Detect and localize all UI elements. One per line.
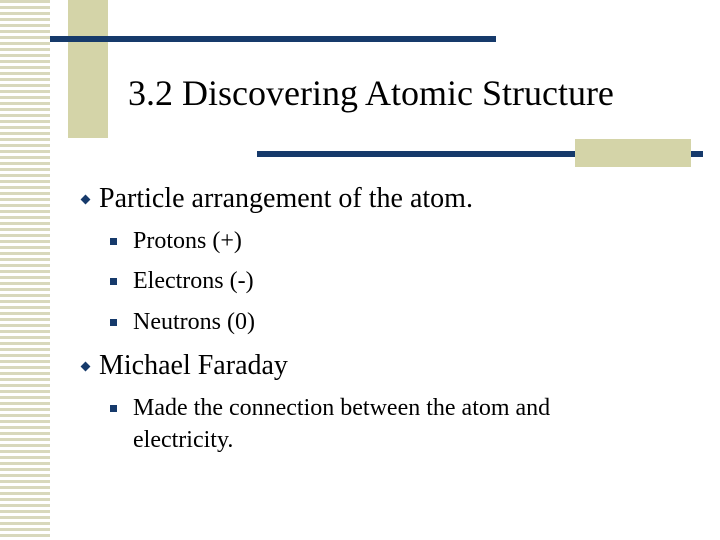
bullet-particle-arrangement: [82, 183, 473, 215]
square-bullet-icon: [110, 319, 117, 326]
sub-bullet-text: Made the connection between the atom and electricity.: [133, 395, 551, 453]
sub-bullet-text: Electrons (-): [133, 268, 254, 294]
top-accent-line: [50, 36, 496, 42]
sub-bullet-text: Protons (+): [133, 228, 242, 254]
left-stripe-decoration: [0, 0, 50, 540]
slide-title: 3.2 Discovering Atomic Structure: [128, 73, 614, 113]
diamond-bullet-icon: [81, 195, 91, 205]
square-bullet-icon: [110, 238, 117, 245]
right-accent-block: [575, 139, 691, 167]
sub-bullet-neutrons: [110, 306, 255, 338]
left-accent-block: [68, 0, 108, 138]
square-bullet-icon: [110, 278, 117, 285]
sub-bullet-faraday-connection: [110, 392, 620, 456]
sub-bullet-protons: [110, 225, 242, 257]
sub-bullet-electrons: [110, 265, 254, 297]
bullet-text: Particle arrangement of the atom.: [99, 183, 473, 214]
bullet-michael-faraday: [82, 350, 288, 382]
diamond-bullet-icon: [81, 362, 91, 372]
bullet-text: Michael Faraday: [99, 350, 288, 381]
sub-bullet-text: Neutrons (0): [133, 309, 255, 335]
square-bullet-icon: [110, 405, 117, 412]
